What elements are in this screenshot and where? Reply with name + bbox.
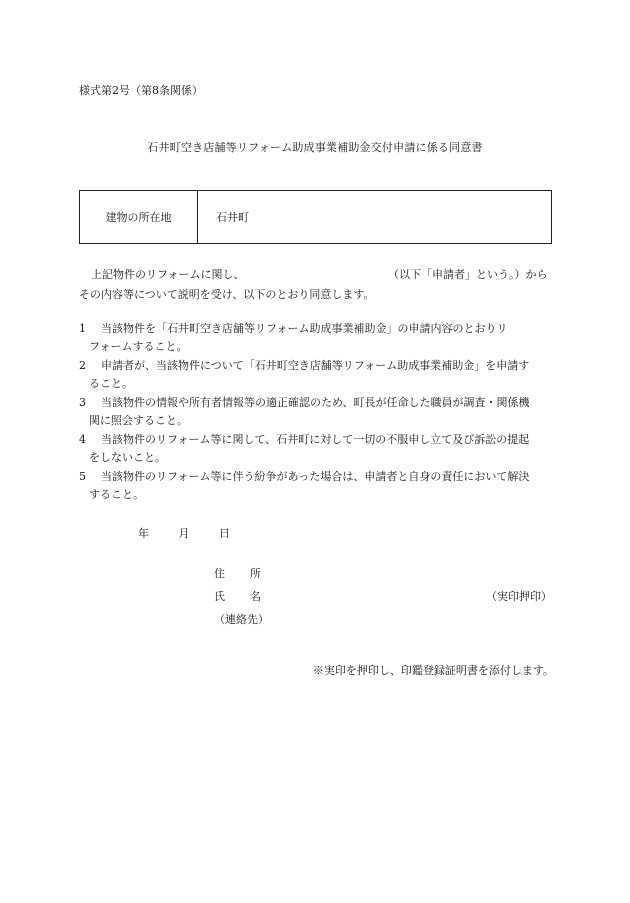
seal-label: （実印押印）	[486, 590, 552, 603]
date-day-label: 日	[219, 527, 230, 540]
item-number: 5	[79, 470, 86, 483]
item-text-line: をしないこと。	[89, 451, 166, 464]
item-number: 1	[79, 322, 86, 335]
list-item	[79, 468, 554, 504]
intro-line-2: その内容等について説明を受け、以下のとおり同意します。	[79, 288, 375, 301]
date-line	[138, 525, 230, 541]
seal-note: ※実印を押印し、印鑑登録証明書を添付します。	[312, 664, 554, 677]
document-title: 石井町空き店舗等リフォーム助成事業補助金交付申請に係る同意書	[147, 141, 483, 154]
item-text-line: 当該物件のリフォーム等に伴う紛争があった場合は、申請者と自身の責任において解決	[101, 470, 530, 483]
item-text-line: 当該物件のリフォーム等に関して、石井町に対して一切の不服申し立て及び訴訟の提起	[101, 433, 530, 446]
list-item	[79, 320, 554, 356]
name-label-2: 名	[250, 590, 261, 603]
item-text-line: 関に照会すること。	[89, 414, 188, 427]
item-number: 3	[79, 396, 86, 409]
property-location-label: 建物の所在地	[80, 191, 198, 243]
consent-items-list	[79, 320, 554, 505]
item-text-line: フォームすること。	[89, 340, 188, 353]
address-label-1: 住	[214, 567, 225, 580]
property-location-value: 石井町	[216, 211, 249, 224]
item-text-line: 当該物件を「石井町空き店舗等リフォーム助成事業補助金」の申請内容のとおりリ	[101, 322, 508, 335]
name-label-1: 氏	[214, 590, 225, 603]
signer-block	[214, 562, 554, 631]
form-number: 様式第2号（第8条関係）	[79, 84, 203, 97]
property-location-table	[79, 190, 552, 244]
intro-line-1	[79, 265, 554, 285]
contact-label: （連絡先）	[214, 613, 269, 626]
list-item	[79, 394, 554, 430]
name-row	[214, 585, 554, 608]
address-label-2: 所	[250, 567, 261, 580]
intro-line-1-start: 上記物件のリフォームに関し、	[91, 268, 245, 281]
address-row	[214, 562, 554, 585]
item-text-line: ること。	[89, 377, 133, 390]
contact-row	[214, 608, 554, 631]
list-item	[79, 431, 554, 467]
list-item	[79, 357, 554, 393]
item-text-line: すること。	[89, 488, 144, 501]
date-month-label: 月	[178, 527, 190, 540]
item-number: 2	[79, 359, 86, 372]
intro-line-1-end: （以下「申請者」という。）から	[388, 268, 548, 281]
item-text-line: 申請者が、当該物件について「石井町空き店舗等リフォーム助成事業補助金」を申請す	[101, 359, 530, 372]
item-number: 4	[79, 433, 86, 446]
date-year-label: 年	[138, 527, 149, 540]
item-text-line: 当該物件の情報や所有者情報等の適正確認のため、町長が任命した職員が調査・関係機	[101, 396, 530, 409]
intro-paragraph	[79, 265, 554, 305]
